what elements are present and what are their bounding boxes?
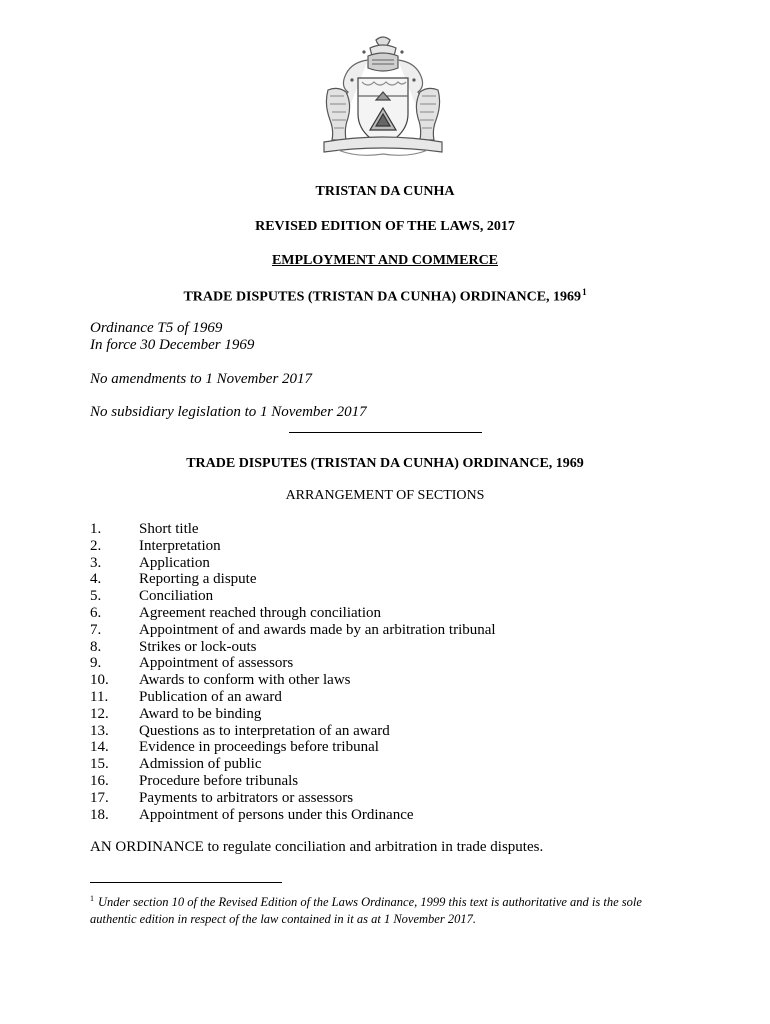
section-title: Admission of public xyxy=(139,756,262,773)
section-number: 8. xyxy=(90,638,102,655)
category-heading-text: EMPLOYMENT AND COMMERCE xyxy=(271,253,499,268)
section-number: 18. xyxy=(90,806,109,823)
section-number: 10. xyxy=(90,672,109,689)
footnote-divider xyxy=(90,882,282,883)
section-number: 17. xyxy=(90,789,109,806)
territory-heading: TRISTAN DA CUNHA xyxy=(315,184,455,199)
sections-list xyxy=(90,521,496,823)
section-title: Evidence in proceedings before tribunal xyxy=(139,739,379,756)
section-list-item[interactable] xyxy=(90,521,496,538)
section-title: Application xyxy=(139,554,210,571)
edition-heading: REVISED EDITION OF THE LAWS, 2017 xyxy=(255,219,515,234)
section-title: Payments to arbitrators or assessors xyxy=(139,789,354,806)
section-number: 6. xyxy=(90,604,102,621)
section-list-item[interactable] xyxy=(90,605,496,622)
section-number: 5. xyxy=(90,588,102,605)
section-title: Awards to conform with other laws xyxy=(139,672,351,689)
section-title: Appointment of persons under this Ordinance xyxy=(139,806,414,823)
section-title: Procedure before tribunals xyxy=(139,772,299,789)
section-title: Appointment of assessors xyxy=(139,655,294,672)
section-list-item[interactable] xyxy=(90,639,496,656)
footnote-text: Under section 10 of the Revised Edition of the Laws Ordinance, 1999 this text is authoritative and is the sole authentic edition in respect of the law contained in it as at 1 November 2017. xyxy=(90,895,642,927)
footnote-number: 1 xyxy=(90,894,94,903)
ordinance-number: Ordinance T5 of 1969 xyxy=(90,320,223,336)
section-number: 13. xyxy=(90,722,109,739)
section-list-item[interactable] xyxy=(90,538,496,555)
section-number: 3. xyxy=(90,554,102,571)
section-number: 7. xyxy=(90,621,102,638)
long-title: AN ORDINANCE to regulate conciliation and arbitration in trade disputes. xyxy=(90,839,544,855)
amendments-note: No amendments to 1 November 2017 xyxy=(90,371,313,387)
ordinance-title xyxy=(0,287,770,306)
section-title: Strikes or lock-outs xyxy=(139,638,257,655)
section-title: Questions as to interpretation of an award xyxy=(139,722,390,739)
section-title: Agreement reached through conciliation xyxy=(139,604,381,621)
section-divider xyxy=(289,432,482,433)
section-title: Publication of an award xyxy=(139,688,282,705)
body-title: TRADE DISPUTES (TRISTAN DA CUNHA) ORDINANCE, 1969 xyxy=(186,456,584,471)
section-title: Short title xyxy=(139,521,199,537)
section-list-item[interactable] xyxy=(90,807,496,824)
footnote-reference[interactable]: 1 xyxy=(582,287,587,297)
in-force-date: In force 30 December 1969 xyxy=(90,337,255,353)
section-title: Conciliation xyxy=(139,588,214,605)
section-number: 11. xyxy=(90,688,109,705)
section-list-item[interactable] xyxy=(90,723,496,740)
section-number: 12. xyxy=(90,705,109,722)
ordinance-title-text: TRADE DISPUTES (TRISTAN DA CUNHA) ORDINANCE, 1969 xyxy=(183,289,582,305)
footnote xyxy=(90,890,690,928)
section-title: Award to be binding xyxy=(139,705,262,722)
arrangement-heading: ARRANGEMENT OF SECTIONS xyxy=(285,488,485,503)
section-title: Interpretation xyxy=(139,537,221,554)
section-number: 1. xyxy=(90,521,102,537)
subsidiary-legislation-note: No subsidiary legislation to 1 November 2017 xyxy=(90,404,367,420)
section-list-item[interactable] xyxy=(90,655,496,672)
section-title: Reporting a dispute xyxy=(139,571,257,588)
section-list-item[interactable] xyxy=(90,773,496,790)
section-number: 16. xyxy=(90,772,109,789)
coat-of-arms-icon xyxy=(318,34,448,162)
section-list-item[interactable] xyxy=(90,571,496,588)
section-number: 14. xyxy=(90,739,109,756)
section-number: 4. xyxy=(90,571,102,588)
section-list-item[interactable] xyxy=(90,672,496,689)
section-list-item[interactable] xyxy=(90,756,496,773)
section-number: 2. xyxy=(90,537,102,554)
section-list-item[interactable] xyxy=(90,555,496,572)
section-list-item[interactable] xyxy=(90,622,496,639)
section-list-item[interactable] xyxy=(90,689,496,706)
category-heading xyxy=(0,253,770,269)
section-list-item[interactable] xyxy=(90,739,496,756)
section-number: 9. xyxy=(90,655,102,672)
section-title: Appointment of and awards made by an arbitration tribunal xyxy=(139,621,496,638)
section-list-item[interactable] xyxy=(90,588,496,605)
section-list-item[interactable] xyxy=(90,706,496,723)
section-number: 15. xyxy=(90,756,109,773)
section-list-item[interactable] xyxy=(90,790,496,807)
